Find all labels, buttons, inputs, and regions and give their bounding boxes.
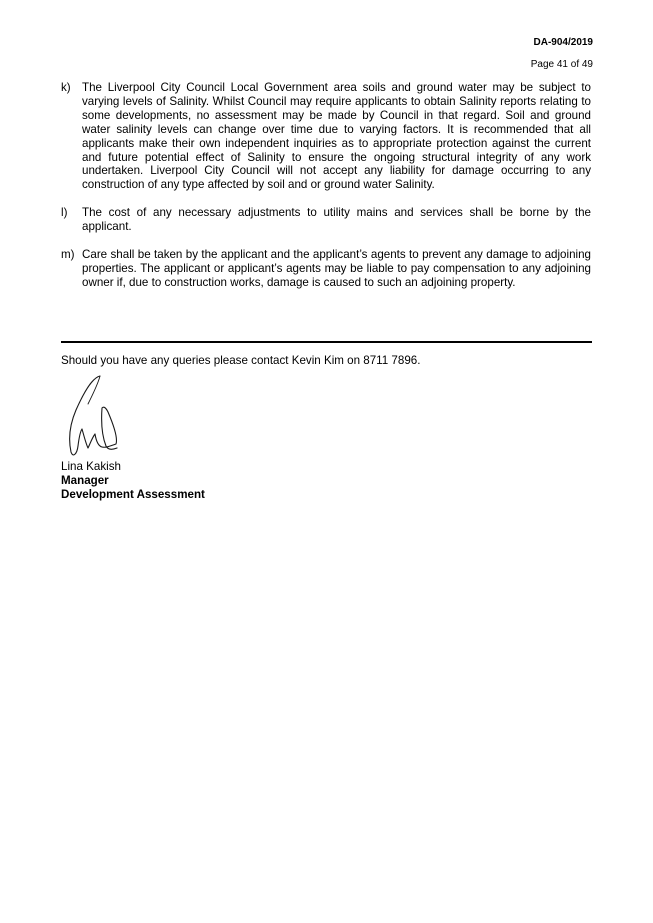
condition-marker: m) (61, 247, 75, 261)
condition-text: The cost of any necessary adjustments to utility mains and services shall be borne by the applicant. (82, 206, 591, 234)
signer-title: Manager (61, 473, 109, 487)
condition-l (61, 206, 591, 234)
condition-marker: l) (61, 206, 68, 220)
page-number: Page 41 of 49 (530, 59, 593, 70)
condition-m (61, 248, 591, 290)
signer-department: Development Assessment (61, 487, 205, 501)
signature-icon (62, 374, 124, 460)
condition-text: Care shall be taken by the applicant and the applicant’s agents to prevent any damage to adjoining properties. The applicant or applicant’s agents may be liable to pay compensation to any adjoining owner if, due to construction works, damage is caused to such an adjoining property. (82, 247, 591, 289)
section-divider (61, 341, 592, 343)
conditions-list (61, 81, 591, 303)
signer-block (61, 460, 205, 502)
condition-k (61, 81, 591, 192)
document-reference: DA-904/2019 (533, 37, 593, 48)
contact-line: Should you have any queries please contact Kevin Kim on 8711 7896. (61, 354, 421, 367)
condition-marker: k) (61, 81, 71, 94)
condition-text: The Liverpool City Council Local Government area soils and ground water may be subject to varying levels of Salinity. Whilst Council may require applicants to obtain Salinity reports relating to some developments, no assessment may be made by Council in that regard. Soil and ground water salinity levels can change over time due to varying factors. It is recommended that all applicants make their own independent inquiries as to appropriate protection against the current and future potential effect of Salinity to ensure the ongoing structural integrity of any work undertaken. Liverpool City Council will not accept any liability for damage occurring to any construction of any type affected by soil and or ground water Salinity. (82, 81, 591, 192)
signer-name: Lina Kakish (61, 460, 121, 473)
